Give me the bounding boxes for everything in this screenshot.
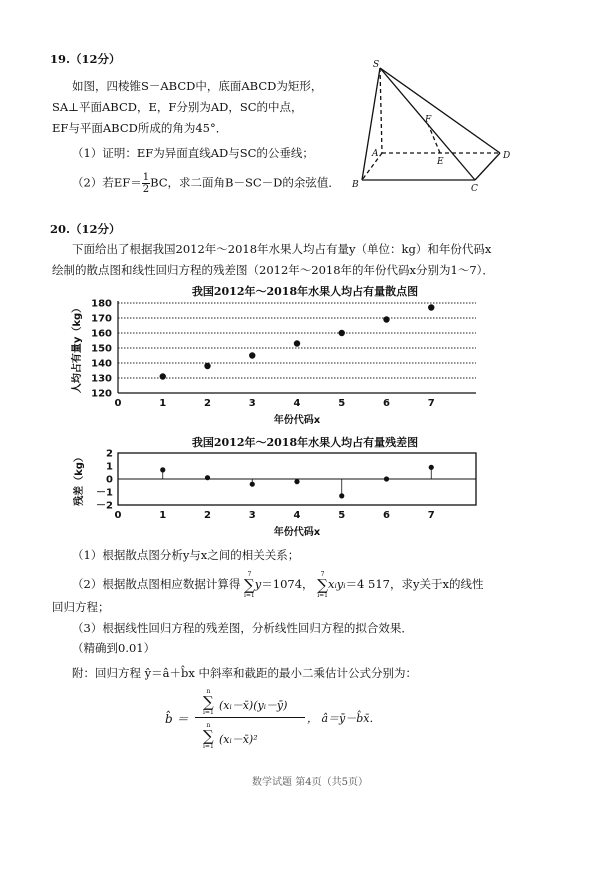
formula-sum-num [203, 688, 214, 716]
scatter-point [160, 373, 166, 379]
residual-ylabel: 残差（kg） [74, 452, 85, 506]
scatter-xtick-label: 2 [204, 398, 211, 409]
q19-line1: 如图，四棱锥S－ABCD中，底面ABCD为矩形， [72, 79, 323, 93]
residual-xtick-label: 0 [114, 510, 122, 521]
residual-ytick-label: 0 [106, 474, 113, 486]
residual-ytick-label: －1 [96, 487, 113, 499]
edge-sb [362, 68, 380, 180]
scatter-point [249, 352, 255, 358]
q20-part2 [72, 571, 483, 599]
scatter-chart-title: 我国2012年～2018年水果人均占有量散点图 [191, 285, 419, 298]
fraction-numerator: 1 [142, 172, 150, 183]
residual-xlabel: 年份代码x [273, 527, 321, 538]
scatter-ytick-label: 120 [91, 388, 112, 400]
q19-part2-pre: （2）若EF＝ [72, 175, 142, 190]
sigma-icon: ∑ [317, 576, 328, 594]
regression-formula [165, 686, 425, 756]
scatter-chart [58, 297, 498, 433]
scatter-xtick-label: 3 [248, 398, 256, 409]
q20-note: 附：回归方程 ŷ＝â＋b̂x 中斜率和截距的最小二乘估计公式分别为： [72, 666, 418, 680]
sum1-upper: 7 [247, 571, 252, 578]
residual-xtick-label: 4 [293, 510, 301, 521]
residual-xtick-label: 3 [248, 510, 256, 521]
label-d: D [503, 151, 511, 161]
q20-header: 20.（12分） [50, 222, 121, 236]
label-b: B [352, 180, 359, 190]
scatter-xtick-label: 7 [427, 398, 435, 409]
segment-ef [428, 124, 440, 153]
edge-cd [475, 153, 500, 180]
scatter-ytick-label: 130 [91, 373, 112, 385]
edge-sa [380, 68, 382, 153]
residual-point [294, 479, 299, 484]
sigma-icon: ∑ [203, 693, 214, 711]
residual-xtick-label: 2 [204, 510, 211, 521]
residual-xtick-label: 5 [338, 510, 346, 521]
formula-sum-den [203, 722, 214, 750]
scatter-point [339, 330, 345, 336]
label-f: F [425, 115, 432, 125]
sum2-upper: 7 [320, 571, 325, 578]
q19-part1: （1）证明：EF为异面直线AD与SC的公垂线； [72, 146, 314, 160]
q20-part1: （1）根据散点图分析y与x之间的相关关系； [72, 548, 300, 562]
q19-line3: EF与平面ABCD所成的角为45°． [52, 121, 228, 135]
label-e: E [437, 157, 444, 167]
sum1-lower: i=1 [243, 592, 255, 599]
sum-symbol-1 [244, 571, 255, 599]
scatter-point [383, 316, 389, 322]
scatter-xtick-label: 6 [383, 398, 390, 409]
scatter-xtick-label: 4 [293, 398, 301, 409]
q19-part2 [72, 172, 340, 195]
fraction-denominator: 2 [142, 184, 150, 195]
residual-point [429, 465, 434, 470]
q20-intro2: 绘制的散点图和线性回归方程的残差图（2012年～2018年的年份代码x分别为1～7）． [52, 263, 494, 277]
q20-part2-b: 回归方程； [52, 600, 110, 614]
formula-num-expr: (xᵢ－x̄)(yᵢ－ȳ) [219, 699, 288, 712]
fraction-half [142, 172, 150, 195]
formula-den-lower: i=1 [203, 743, 214, 750]
q19-line2: SA⊥平面ABCD，E，F分别为AD，SC的中点， [52, 100, 303, 114]
label-c: C [471, 184, 478, 194]
label-a: A [372, 149, 379, 159]
formula-num-lower: i=1 [203, 709, 214, 716]
formula-numerator [195, 686, 305, 718]
q20-precision: （精确到0.01） [72, 641, 156, 655]
sum2-value: ＝4 517，求y关于x的线性 [345, 577, 484, 591]
scatter-xlabel: 年份代码x [273, 415, 321, 426]
scatter-xtick-label: 0 [114, 398, 122, 409]
pyramid-figure [340, 58, 520, 198]
label-s: S [373, 60, 380, 70]
formula-num-upper: n [206, 688, 211, 695]
sum-symbol-2 [317, 571, 328, 599]
q20-intro1: 下面给出了根据我国2012年～2018年水果人均占有量y（单位：kg）和年份代码x [72, 242, 492, 256]
residual-ytick-label: 2 [106, 448, 113, 460]
edge-sd [380, 68, 500, 153]
formula-denominator [195, 720, 305, 754]
scatter-point [294, 340, 300, 346]
formula-b-hat: b̂ ＝ [165, 712, 189, 726]
sigma-icon: ∑ [203, 727, 214, 745]
residual-point [384, 476, 389, 481]
residual-point [339, 493, 344, 498]
residual-point [160, 467, 165, 472]
residual-xtick-label: 1 [159, 510, 167, 521]
residual-point [250, 482, 255, 487]
scatter-point [428, 304, 434, 310]
scatter-ytick-label: 180 [91, 298, 112, 310]
scatter-xtick-label: 5 [338, 398, 346, 409]
page-footer: 数学试题 第4页（共5页） [252, 777, 368, 788]
sum2-term: xᵢyᵢ [327, 577, 346, 591]
sum2-lower: i=1 [317, 592, 328, 599]
residual-ytick-label: 1 [106, 461, 113, 473]
scatter-ytick-label: 150 [91, 343, 112, 355]
scatter-ytick-label: 140 [91, 358, 112, 370]
sum1-value: ＝1074， [261, 577, 314, 591]
sigma-icon: ∑ [244, 576, 255, 594]
sum1-term: y [254, 577, 262, 591]
q20-part3: （3）根据线性回归方程的残差图，分析线性回归方程的拟合效果． [72, 621, 413, 635]
q19-header: 19.（12分） [50, 52, 121, 66]
formula-den-expr: (xᵢ－x̄)² [219, 733, 258, 746]
residual-xtick-label: 7 [427, 510, 435, 521]
scatter-ylabel: 人均占有量y（kg） [72, 302, 83, 394]
residual-chart [58, 447, 498, 544]
scatter-xtick-label: 1 [159, 398, 167, 409]
formula-den-upper: n [206, 722, 211, 729]
residual-ytick-label: －2 [96, 500, 113, 512]
formula-a-hat: ， â＝ȳ－b̂x̄． [307, 712, 381, 725]
scatter-point [204, 363, 210, 369]
scatter-ytick-label: 160 [91, 328, 112, 340]
residual-chart-title: 我国2012年～2018年水果人均占有量残差图 [191, 436, 419, 449]
residual-point [205, 475, 210, 480]
q19-part2-post: BC，求二面角B－SC－D的余弦值． [150, 175, 340, 190]
residual-xtick-label: 6 [383, 510, 390, 521]
scatter-ytick-label: 170 [91, 313, 112, 325]
q20-part2-a: （2）根据散点图相应数据计算得 [72, 577, 241, 591]
